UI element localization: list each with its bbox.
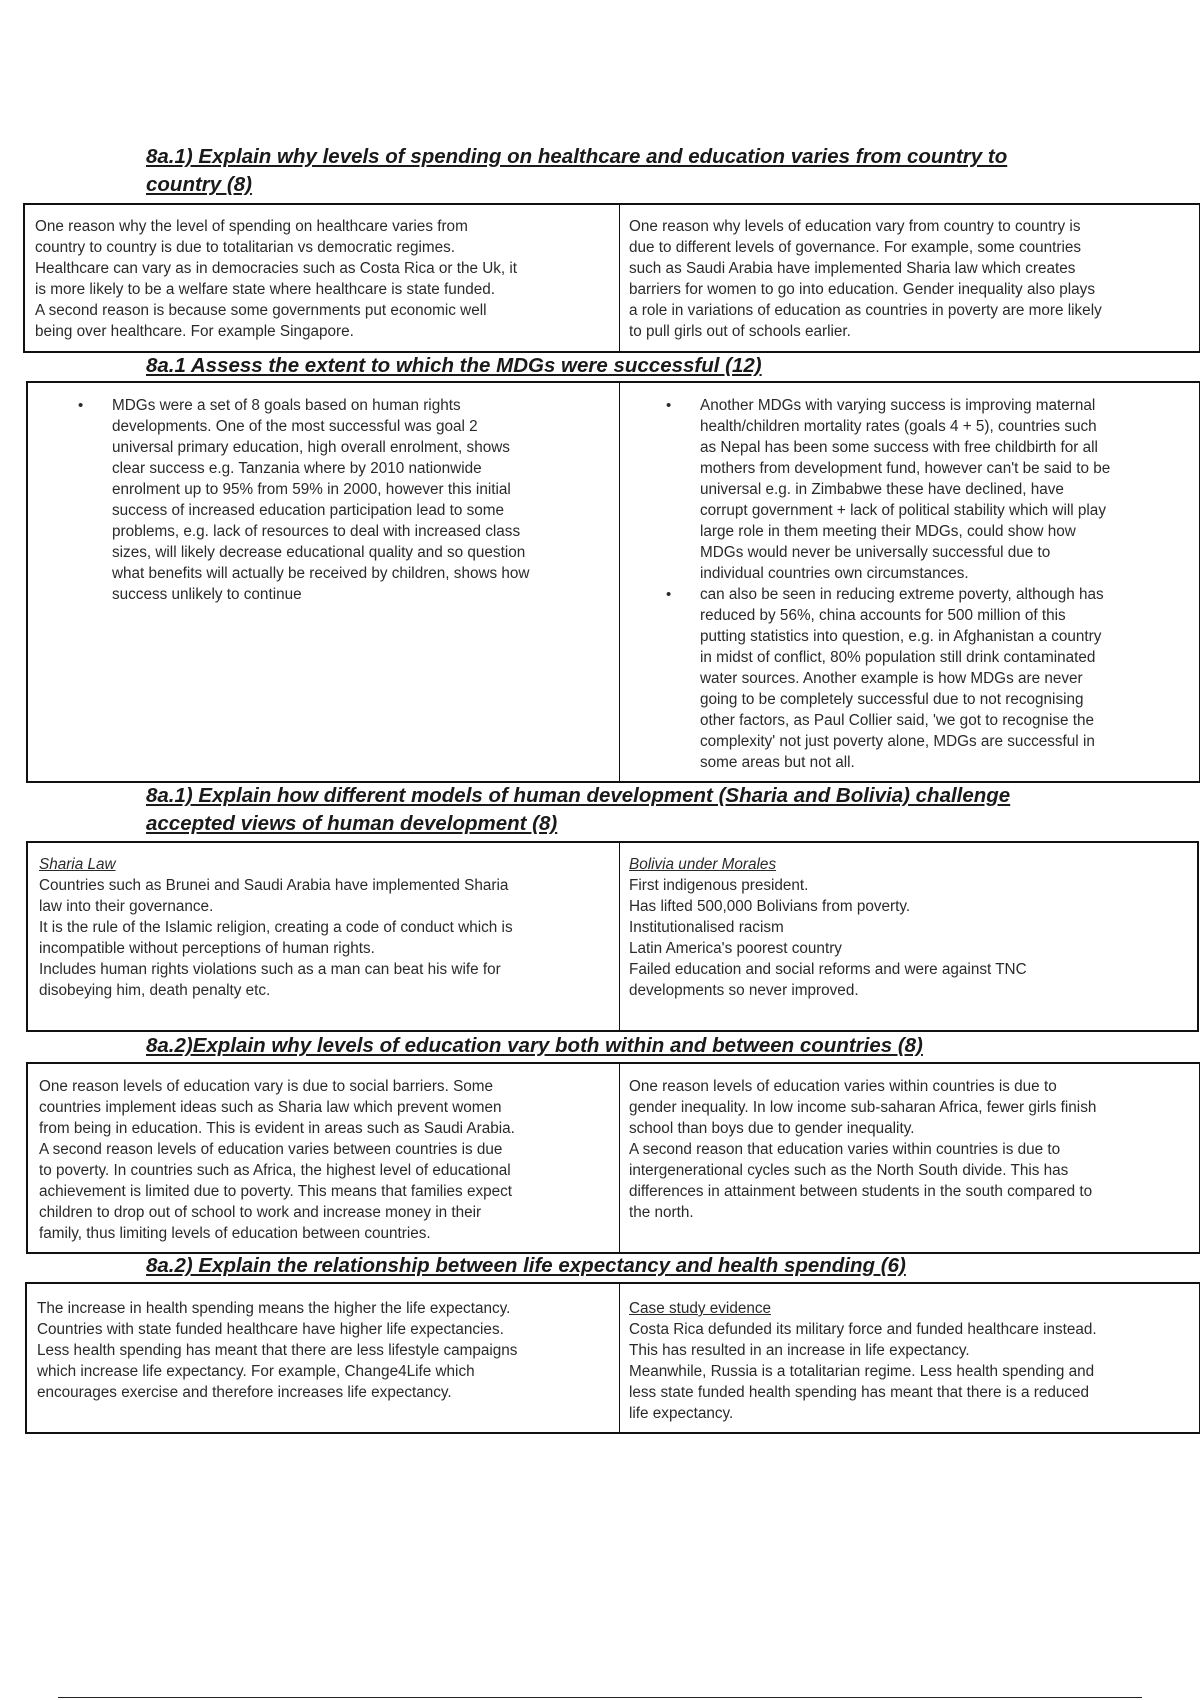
bullet-item: • Another MDGs with varying success is improving maternal health/children mortality rates (goals 4 + 5), countries such as Nepal has been some success with free childbirth for all mothers from development fund, however can't be said to be universal e.g. in Zimbabwe these have declined, have corrupt government + lack of political stability which will play large role in them meeting their MDGs, could show how MDGs would never be universally successful due to individual countries own circumstances. <box>666 397 1111 582</box>
section-3-heading <box>146 782 1106 838</box>
section-3-heading-line-1: 8a.1) Explain how different models of human development (Sharia and Bolivia) challenge <box>146 784 1011 807</box>
bolivia-title: Bolivia under Morales <box>629 856 777 873</box>
section-1-left-cell <box>25 205 620 351</box>
section-3-right-cell: Bolivia under Morales First indigenous president. Has lifted 500,000 Bolivians from poverty. Institutionalised racism Latin America's poorest country Failed education and social reforms and were against TNC developments so never improved. <box>620 843 1197 1030</box>
section-3-heading-line-2: accepted views of human development (8) <box>146 812 558 835</box>
section-1-right-line: due to different levels of governance. For example, some countries <box>629 239 1082 256</box>
section-1-right-line: such as Saudi Arabia have implemented Sharia law which creates <box>629 260 1076 277</box>
section-2-table <box>26 381 1200 783</box>
section-1-table <box>23 203 1200 353</box>
section-5-heading-line-1: 8a.2) Explain the relationship between life expectancy and health spending (6) <box>146 1254 906 1277</box>
section-1-left-line: Healthcare can vary as in democracies such as Costa Rica or the Uk, it <box>35 260 518 277</box>
bullet-icon: • <box>78 397 84 414</box>
section-1-left-line: country to country is due to totalitarian vs democratic regimes. <box>35 239 455 256</box>
section-1-left-line: is more likely to be a welfare state where healthcare is state funded. <box>35 281 495 298</box>
section-5-left-cell: The increase in health spending means the higher the life expectancy. Countries with state funded healthcare have higher life expectancies. Less health spending has meant that there are less lifestyle campaigns which increase life expectancy. For example, Change4Life which encourages exercise and therefore increases life expectancy. <box>27 1284 620 1432</box>
section-4-right-cell: One reason levels of education varies within countries is due to gender inequality. In low income sub-saharan Africa, fewer girls finish school than boys due to gender inequality. A second reason that education varies within countries is due to intergenerational cycles such as the North South divide. This has differences in attainment between students in the south compared to the north. <box>629 1078 1097 1221</box>
section-1-right-cell <box>620 205 1199 351</box>
section-1-right-line: barriers for women to go into education. Gender inequality also plays <box>629 281 1095 298</box>
section-1-left-line: A second reason is because some governments put economic well <box>35 302 487 319</box>
section-1-heading <box>146 143 1106 199</box>
section-2-heading-line-1: 8a.1 Assess the extent to which the MDGs were successful (12) <box>146 354 762 377</box>
section-1-right-line: to pull girls out of schools earlier. <box>629 323 851 340</box>
section-5-heading <box>146 1252 1106 1280</box>
section-4-table <box>26 1062 1200 1254</box>
section-1-right-line: One reason why levels of education vary from country to country is <box>629 218 1081 235</box>
section-1-left-line: being over healthcare. For example Singapore. <box>35 323 354 340</box>
section-2-left-bullets <box>78 395 613 605</box>
section-4-left-cell: One reason levels of education vary is due to social barriers. Some countries implement ideas such as Sharia law which prevent women from being in education. This is evident in areas such as Saudi Arabia. A second reason levels of education varies between countries is due to poverty. In countries such as Africa, the highest level of educational achievement is limited due to poverty. This means that families expect children to drop out of school to work and increase money in their family, thus limiting levels of education between countries. <box>28 1064 620 1252</box>
section-1-right-line: a role in variations of education as countries in poverty are more likely <box>629 302 1102 319</box>
section-5-table <box>25 1282 1200 1434</box>
case-study-title: Case study evidence <box>629 1300 772 1317</box>
section-4-heading <box>146 1032 1106 1060</box>
footer-divider <box>58 1697 1142 1698</box>
sharia-law-title: Sharia Law <box>39 856 116 873</box>
section-5-right-cell: Case study evidence Costa Rica defunded its military force and funded healthcare instead. This has resulted in an increase in life expectancy. Meanwhile, Russia is a totalitarian regime. Less health spending and less state funded health spending has meant that there is a reduced life expectancy. <box>620 1284 1199 1432</box>
section-1-heading-line-2: country (8) <box>146 173 252 196</box>
section-3-table <box>26 841 1199 1032</box>
section-1-heading-line-1: 8a.1) Explain why levels of spending on healthcare and education varies from country to <box>146 145 1008 168</box>
section-2-right-bullets <box>666 395 1195 773</box>
bullet-icon: • <box>666 397 672 414</box>
section-4-heading-line-1: 8a.2)Explain why levels of education vary both within and between countries (8) <box>146 1034 923 1057</box>
section-3-left-cell: Sharia Law Countries such as Brunei and Saudi Arabia have implemented Sharia law into their governance. It is the rule of the Islamic religion, creating a code of conduct which is incompatible without perceptions of human rights. Includes human rights violations such as a man can beat his wife for disobeying him, death penalty etc. <box>28 843 620 1030</box>
bullet-item: • can also be seen in reducing extreme poverty, although has reduced by 56%, china accounts for 500 million of this putting statistics into question, e.g. in Afghanistan a country in midst of conflict, 80% population still drink contaminated water sources. Another example is how MDGs are never going to be completely successful due to not recognising other factors, as Paul Collier said, 'we got to recognise the complexity' not just poverty alone, MDGs are successful in some areas but not all. <box>666 586 1104 771</box>
bullet-item: • MDGs were a set of 8 goals based on human rights developments. One of the most successful was goal 2 universal primary education, high overall enrolment, shows clear success e.g. Tanzania where by 2010 nationwide enrolment up to 95% from 59% in 2000, however this initial success of increased education participation lead to some problems, e.g. lack of resources to deal with increased class sizes, will likely decrease educational quality and so question what benefits will actually be received by children, shows how success unlikely to continue <box>78 397 530 603</box>
section-1-left-line: One reason why the level of spending on healthcare varies from <box>35 218 468 235</box>
section-2-right-cell <box>620 383 1199 781</box>
bullet-icon: • <box>666 586 672 603</box>
section-2-heading <box>146 352 1106 380</box>
section-2-left-cell <box>28 383 620 781</box>
